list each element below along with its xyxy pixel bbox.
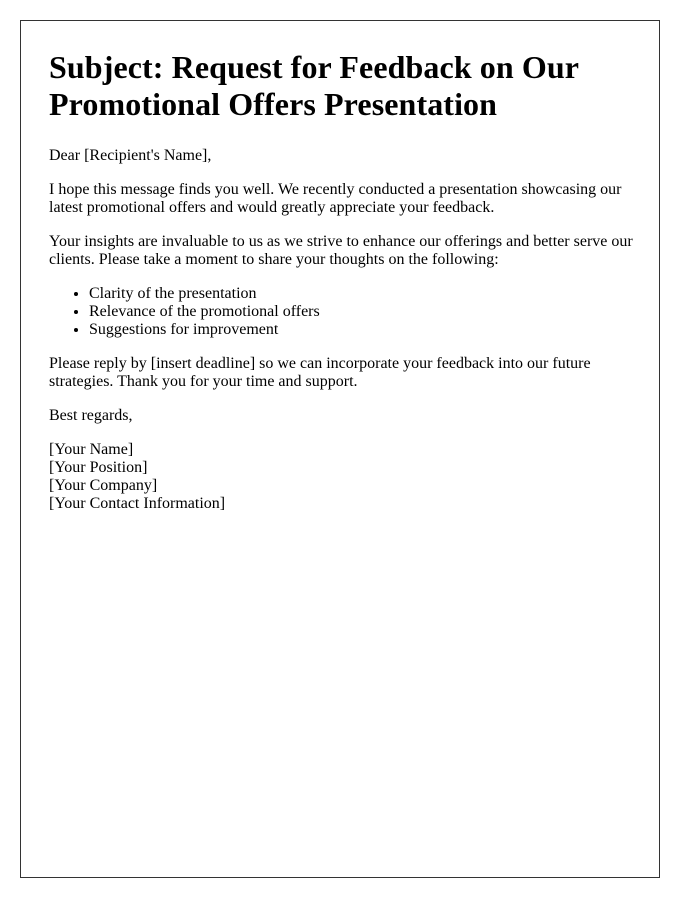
list-item: • Suggestions for improvement bbox=[89, 321, 639, 339]
closing: Best regards, bbox=[49, 407, 133, 424]
request-paragraph: Your insights are invaluable to us as we strive to enhance our offerings and better serve our clients. Please take a moment to share your thoughts on the following: bbox=[49, 233, 633, 268]
signature-contact: [Your Contact Information] bbox=[49, 495, 226, 512]
signature-company: [Your Company] bbox=[49, 477, 158, 494]
deadline-paragraph: Please reply by [insert deadline] so we can incorporate your feedback into our future strategies. Thank you for your time and support. bbox=[49, 355, 591, 390]
feedback-topics-list bbox=[49, 285, 639, 339]
signature-name: [Your Name] bbox=[49, 441, 134, 458]
greeting: Dear [Recipient's Name], bbox=[49, 147, 212, 164]
subject-heading: Subject: Request for Feedback on Our Promotional Offers Presentation bbox=[49, 49, 579, 122]
letter-body bbox=[49, 49, 639, 513]
list-item: • Clarity of the presentation bbox=[89, 285, 639, 303]
letter-page bbox=[20, 20, 660, 878]
list-item: • Relevance of the promotional offers bbox=[89, 303, 639, 321]
signature-position: [Your Position] bbox=[49, 459, 148, 476]
intro-paragraph: I hope this message finds you well. We recently conducted a presentation showcasing our latest promotional offers and would greatly appreciate your feedback. bbox=[49, 181, 622, 216]
signature-block bbox=[49, 441, 639, 513]
